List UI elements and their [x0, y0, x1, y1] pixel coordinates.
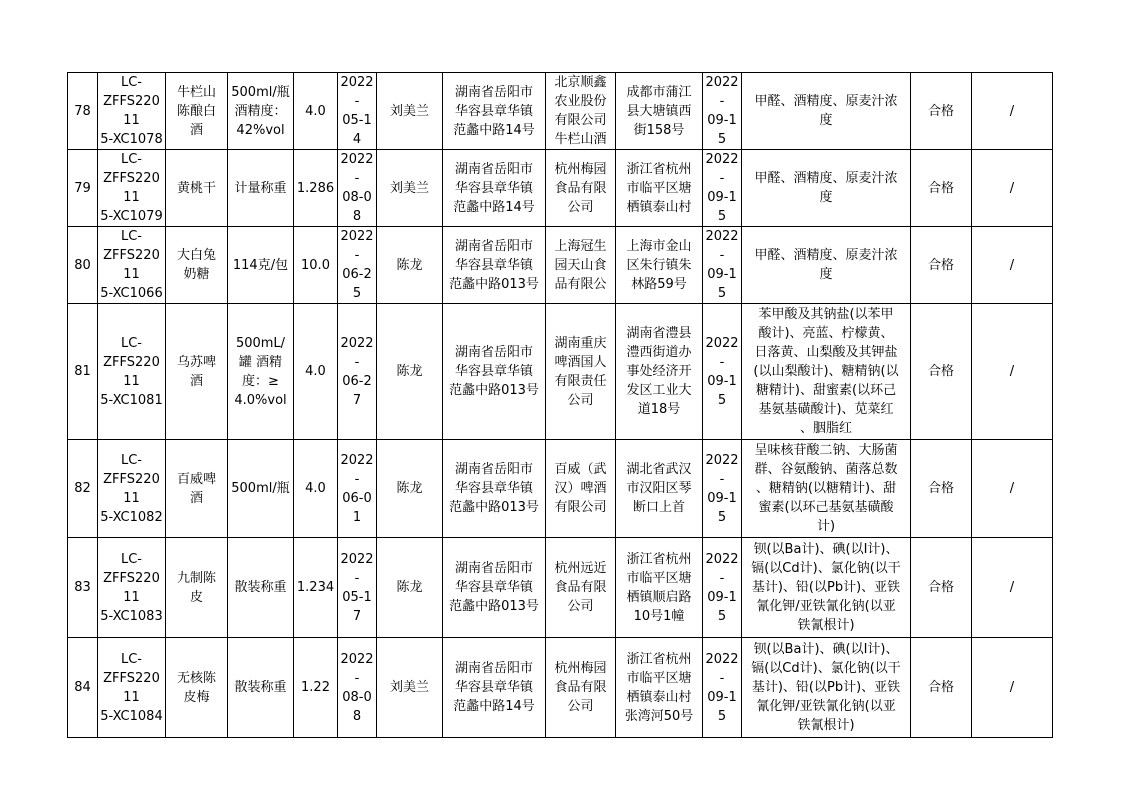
- table-row: [68, 73, 1053, 150]
- sample-spec: 500ml/瓶 酒精度： 42%vol: [228, 73, 294, 150]
- sample-spec: 500mL/ 罐 酒精 度：≥ 4.0%vol: [228, 304, 294, 440]
- manufacturer-address: 湖北省武汉 市汉阳区琴 断口上首: [616, 440, 703, 538]
- manufacturer-address: 成都市蒲江 县大塘镇西 街158号: [616, 73, 703, 150]
- sample-code: LC- ZFFS22011 5-XC1082: [98, 440, 166, 538]
- manufacturer-address: 浙江省杭州 市临平区塘 栖镇顺启路 10号1幢: [616, 538, 703, 638]
- sample-spec: 散装称重: [228, 638, 294, 738]
- row-number: 82: [68, 440, 98, 538]
- table-row: [68, 304, 1053, 440]
- row-number: 79: [68, 150, 98, 227]
- manufacturer-address: 湖南省澧县 澧西街道办 事处经济开 发区工业大 道18号: [616, 304, 703, 440]
- sampling-date: 2022- 06-27: [338, 304, 377, 440]
- test-items: 钡(以Ba计)、碘(以I计)、 镉(以Cd计)、氯化钠(以干 基计)、铅(以Pb计)、亚铁 氰化钾/亚铁氰化钠(以亚 铁氰根计): [742, 538, 911, 638]
- sample-name: 九制陈 皮: [166, 538, 228, 638]
- sampling-date: 2022- 06-01: [338, 440, 377, 538]
- table-row: [68, 150, 1053, 227]
- test-result: 合格: [911, 440, 972, 538]
- test-items: 钡(以Ba计)、碘(以I计)、 镉(以Cd计)、氯化钠(以干 基计)、铅(以Pb计)、亚铁 氰化钾/亚铁氰化钠(以亚 铁氰根计): [742, 638, 911, 738]
- sample-quantity: 4.0: [294, 73, 338, 150]
- remark: /: [972, 440, 1053, 538]
- sample-spec: 114克/包: [228, 227, 294, 304]
- row-number: 78: [68, 73, 98, 150]
- manufacturer: 杭州梅园 食品有限 公司: [546, 150, 616, 227]
- sampled-unit-address: 湖南省岳阳市 华容县章华镇 范蠡中路14号: [443, 150, 546, 227]
- sample-name: 大白兔 奶糖: [166, 227, 228, 304]
- manufacturer: 百威（武 汉）啤酒 有限公司: [546, 440, 616, 538]
- sampling-results-table: [67, 72, 1053, 738]
- sample-code: LC- ZFFS22011 5-XC1084: [98, 638, 166, 738]
- test-items: 甲醛、酒精度、原麦汁浓 度: [742, 227, 911, 304]
- test-date: 2022- 09-15: [703, 638, 742, 738]
- sampled-unit-address: 湖南省岳阳市 华容县章华镇 范蠡中路013号: [443, 304, 546, 440]
- test-result: 合格: [911, 638, 972, 738]
- remark: /: [972, 638, 1053, 738]
- test-date: 2022- 09-15: [703, 440, 742, 538]
- sample-spec: 500ml/瓶: [228, 440, 294, 538]
- sampler: 刘美兰: [377, 73, 443, 150]
- sample-quantity: 1.234: [294, 538, 338, 638]
- row-number: 84: [68, 638, 98, 738]
- sample-code: LC- ZFFS22011 5-XC1079: [98, 150, 166, 227]
- manufacturer: 上海冠生 园天山食 品有限公: [546, 227, 616, 304]
- remark: /: [972, 304, 1053, 440]
- sample-quantity: 1.22: [294, 638, 338, 738]
- test-items: 苯甲酸及其钠盐(以苯甲 酸计)、亮蓝、柠檬黄、 日落黄、山梨酸及其钾盐 (以山梨酸计)、糖精钠(以 糖精计)、甜蜜素(以环己 基氨基磺酸计)、苋菜红 、胭脂红: [742, 304, 911, 440]
- remark: /: [972, 227, 1053, 304]
- sampler: 刘美兰: [377, 150, 443, 227]
- test-result: 合格: [911, 304, 972, 440]
- sample-name: 无核陈 皮梅: [166, 638, 228, 738]
- sample-name: 牛栏山 陈酿白 酒: [166, 73, 228, 150]
- sampler: 陈龙: [377, 304, 443, 440]
- manufacturer: 北京顺鑫 农业股份 有限公司 牛栏山酒: [546, 73, 616, 150]
- sampler: 刘美兰: [377, 638, 443, 738]
- remark: /: [972, 538, 1053, 638]
- test-items: 呈味核苷酸二钠、大肠菌 群、谷氨酸钠、菌落总数 、糖精钠(以糖精计)、甜 蜜素(以环己基氨基磺酸 计): [742, 440, 911, 538]
- sample-name: 黄桃干: [166, 150, 228, 227]
- remark: /: [972, 150, 1053, 227]
- manufacturer: 杭州梅园 食品有限 公司: [546, 638, 616, 738]
- manufacturer: 湖南重庆 啤酒国人 有限责任 公司: [546, 304, 616, 440]
- sampling-date: 2022- 08-08: [338, 638, 377, 738]
- sampling-date: 2022- 06-25: [338, 227, 377, 304]
- sampling-date: 2022- 05-14: [338, 73, 377, 150]
- sampling-date: 2022- 05-17: [338, 538, 377, 638]
- test-result: 合格: [911, 227, 972, 304]
- manufacturer-address: 浙江省杭州 市临平区塘 栖镇泰山村 张湾河50号: [616, 638, 703, 738]
- table-row: [68, 538, 1053, 638]
- sample-code: LC- ZFFS22011 5-XC1078: [98, 73, 166, 150]
- manufacturer-address: 上海市金山 区朱行镇朱 林路59号: [616, 227, 703, 304]
- sampler: 陈龙: [377, 440, 443, 538]
- row-number: 80: [68, 227, 98, 304]
- sample-code: LC- ZFFS22011 5-XC1066: [98, 227, 166, 304]
- sampled-unit-address: 湖南省岳阳市 华容县章华镇 范蠡中路013号: [443, 440, 546, 538]
- test-result: 合格: [911, 538, 972, 638]
- sample-spec: 散装称重: [228, 538, 294, 638]
- manufacturer-address: 浙江省杭州 市临平区塘 栖镇泰山村: [616, 150, 703, 227]
- sample-quantity: 4.0: [294, 304, 338, 440]
- sampled-unit-address: 湖南省岳阳市 华容县章华镇 范蠡中路013号: [443, 227, 546, 304]
- sample-quantity: 10.0: [294, 227, 338, 304]
- row-number: 81: [68, 304, 98, 440]
- test-date: 2022- 09-15: [703, 227, 742, 304]
- sampler: 陈龙: [377, 227, 443, 304]
- sample-spec: 计量称重: [228, 150, 294, 227]
- sample-code: LC- ZFFS22011 5-XC1081: [98, 304, 166, 440]
- sample-name: 百威啤 酒: [166, 440, 228, 538]
- test-items: 甲醛、酒精度、原麦汁浓 度: [742, 73, 911, 150]
- sampling-date: 2022- 08-08: [338, 150, 377, 227]
- test-date: 2022- 09-15: [703, 304, 742, 440]
- table-row: [68, 638, 1053, 738]
- test-items: 甲醛、酒精度、原麦汁浓 度: [742, 150, 911, 227]
- test-date: 2022- 09-15: [703, 538, 742, 638]
- row-number: 83: [68, 538, 98, 638]
- sampler: 陈龙: [377, 538, 443, 638]
- test-result: 合格: [911, 73, 972, 150]
- sample-quantity: 4.0: [294, 440, 338, 538]
- table-row: [68, 440, 1053, 538]
- manufacturer: 杭州远近 食品有限 公司: [546, 538, 616, 638]
- test-date: 2022- 09-15: [703, 150, 742, 227]
- sample-name: 乌苏啤 酒: [166, 304, 228, 440]
- sample-quantity: 1.286: [294, 150, 338, 227]
- remark: /: [972, 73, 1053, 150]
- test-result: 合格: [911, 150, 972, 227]
- test-date: 2022- 09-15: [703, 73, 742, 150]
- sampled-unit-address: 湖南省岳阳市 华容县章华镇 范蠡中路14号: [443, 638, 546, 738]
- sampled-unit-address: 湖南省岳阳市 华容县章华镇 范蠡中路013号: [443, 538, 546, 638]
- table-row: [68, 227, 1053, 304]
- sampled-unit-address: 湖南省岳阳市 华容县章华镇 范蠡中路14号: [443, 73, 546, 150]
- sample-code: LC- ZFFS22011 5-XC1083: [98, 538, 166, 638]
